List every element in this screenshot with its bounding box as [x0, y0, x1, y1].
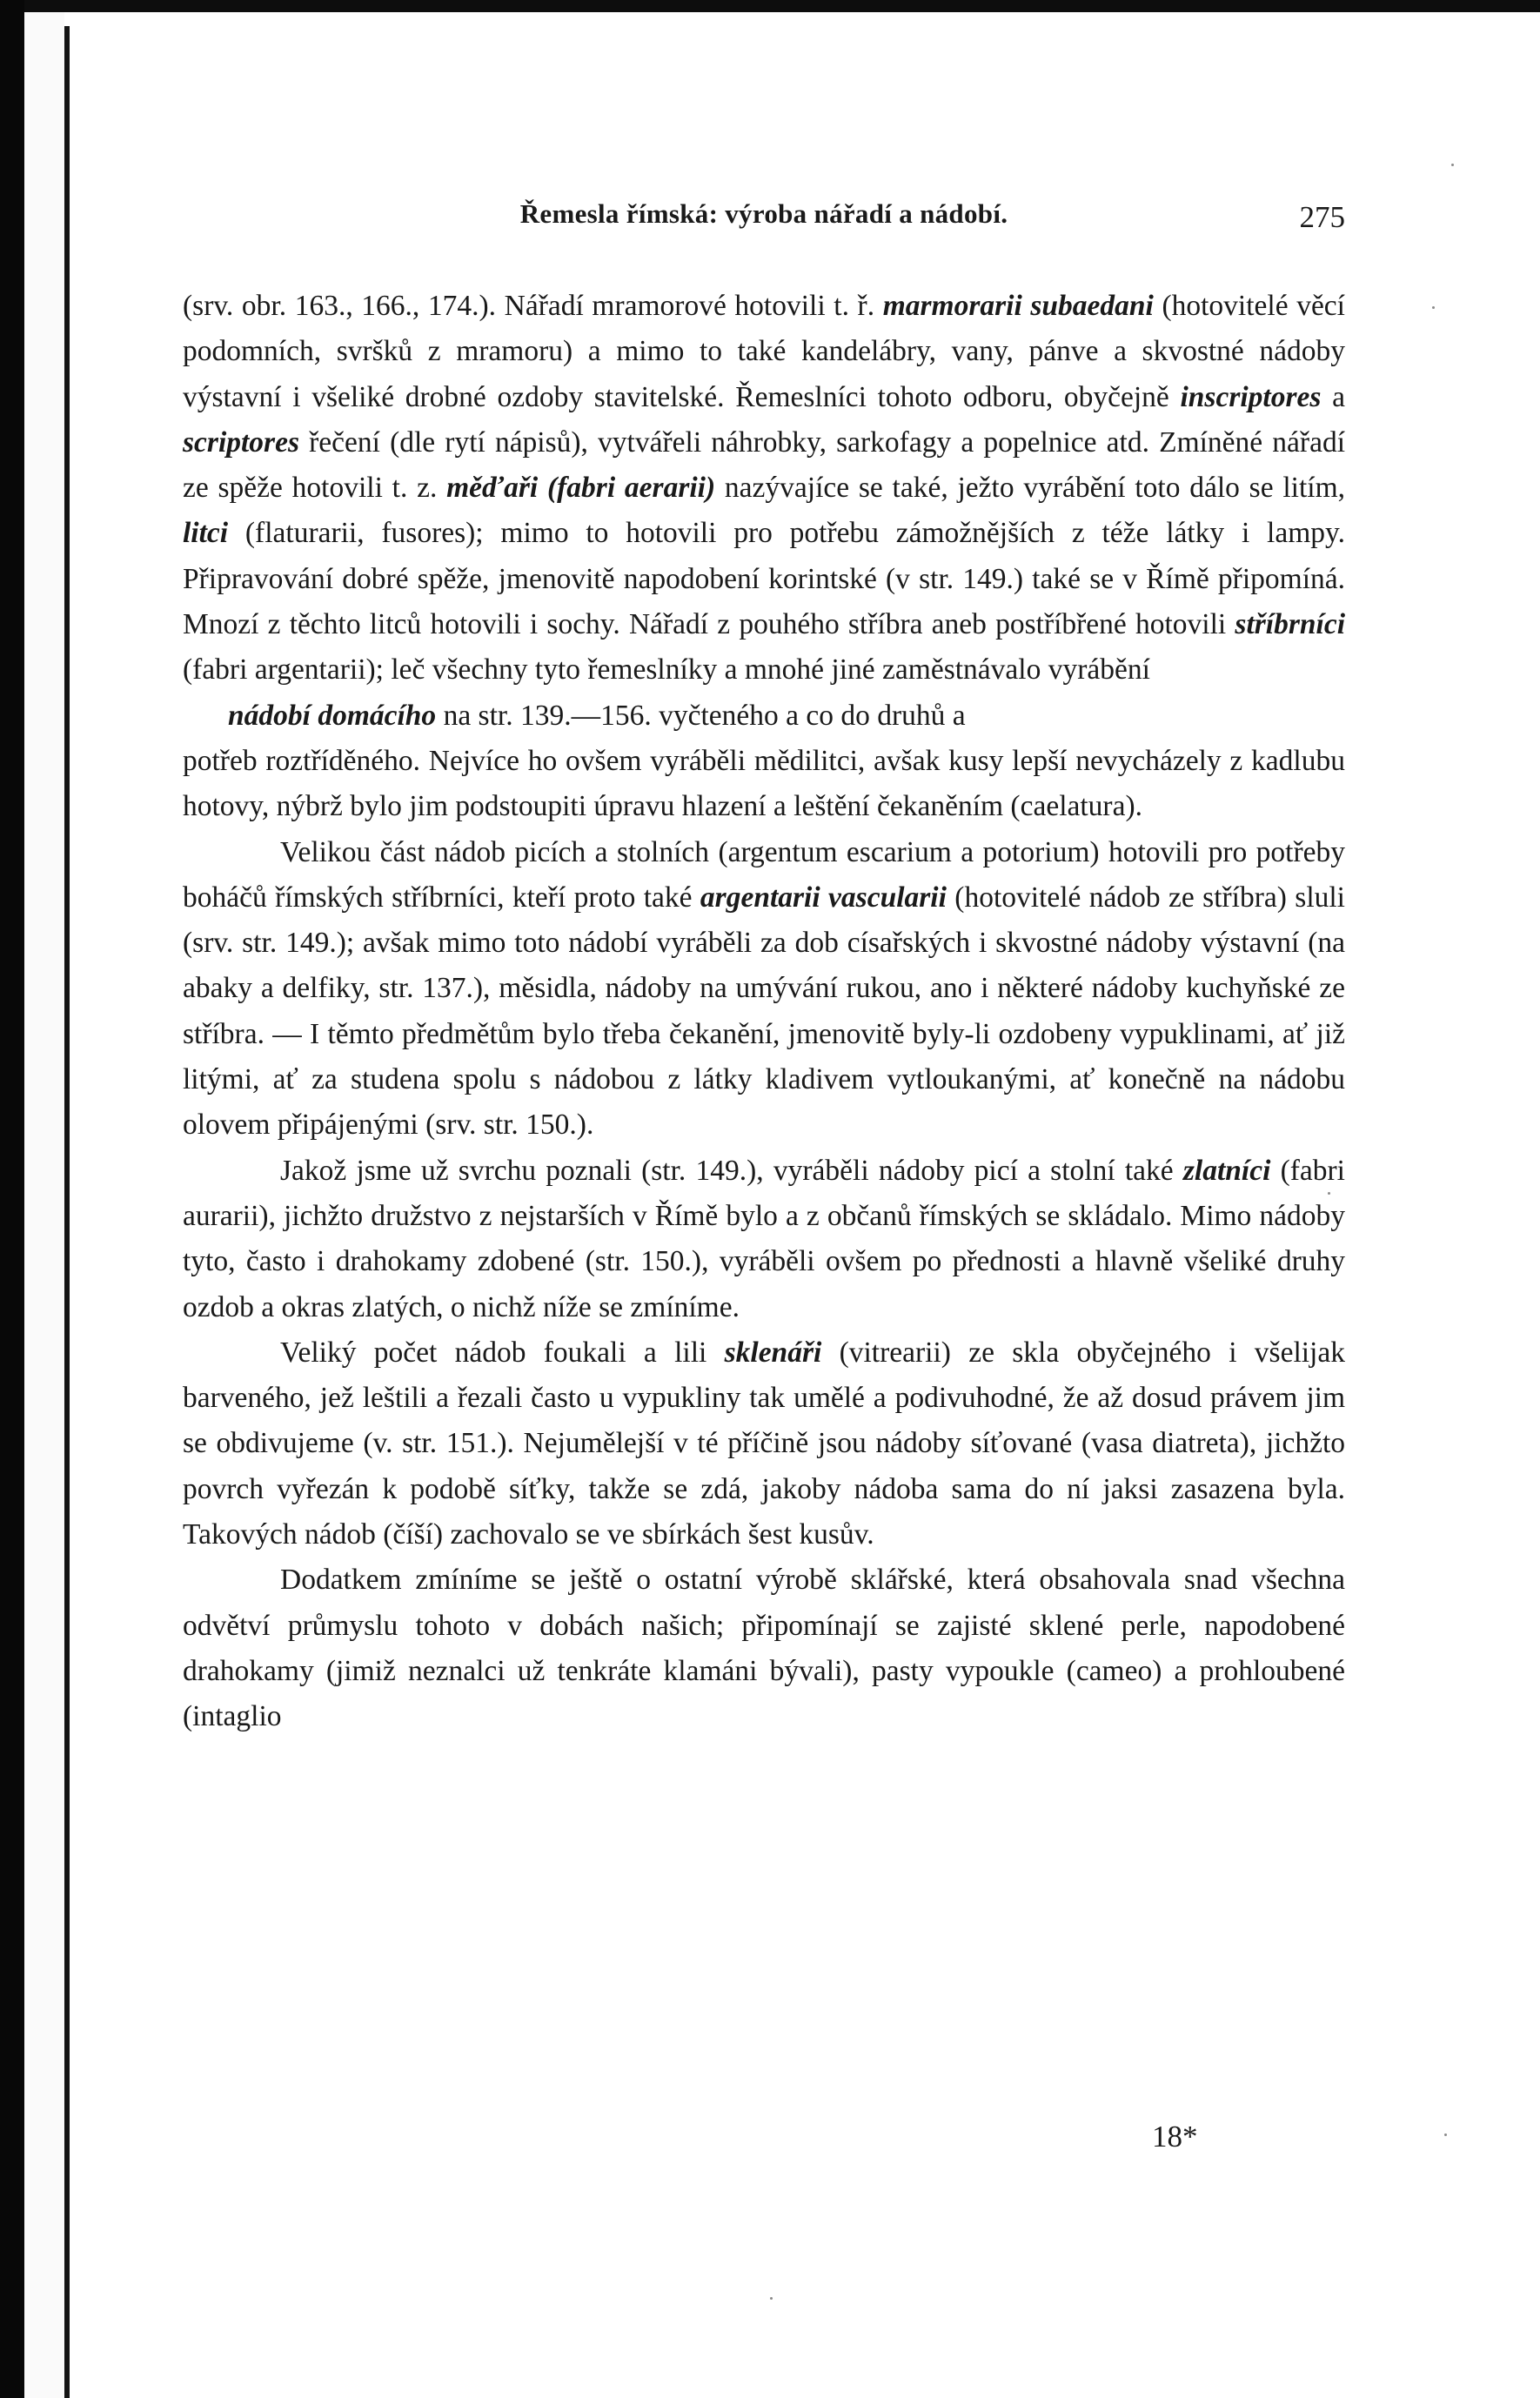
emphasized-term: zlatníci [1182, 1154, 1271, 1187]
gutter-margin [24, 12, 64, 2398]
paragraph [183, 693, 1345, 739]
scan-speck [1432, 306, 1435, 309]
scan-speck [770, 2297, 773, 2300]
emphasized-term: sklenáři [724, 1336, 822, 1369]
scan-speck [1328, 1192, 1330, 1195]
text-run: (hotovitelé nádob ze stříbra) sluli (srv. str. 149.); avšak mimo toto nádobí vyráběli za dob císařských i skvostné nádoby výstavní (na abaky a delfiky, str. 137.), měsidla, nádoby na umývání rukou, ano i některé nádoby kuchyňské ze stříbra. — I těmto předmětům bylo třeba čekanění, jmenovitě byly-li ozdobeny vypuklinami, ať již litými, ať za studena spolu s nádobou z látky kladivem vytloukanými, ať konečně na nádobu olovem připájenými (srv. str. 150.). [183, 881, 1345, 1142]
emphasized-term: marmorarii subaedani [882, 290, 1154, 322]
paragraph [183, 739, 1345, 830]
body-text [183, 284, 1345, 1740]
running-head: Řemesla římská: výroba nářadí a nádobí. [519, 198, 1008, 229]
paragraph [183, 1330, 1345, 1557]
text-run: Dodatkem zmíníme se ještě o ostatní výrobě sklářské, která obsahovala snad všechna odvětví průmyslu tohoto v dobách našich; připomínají se zajisté sklené perle, napodobené drahokamy (jimiž neznalci už tenkráte klamáni bývali), pasty vypoukle (cameo) a prohloubené (intaglio [183, 1564, 1345, 1733]
paragraph [183, 1149, 1345, 1330]
signature-mark: 18* [1152, 2120, 1198, 2154]
emphasized-term: stříbrníci [1235, 608, 1345, 641]
text-run: na str. 139.—156. vyčteného a co do druhů a [436, 699, 966, 732]
text-run: (vitrearii) ze skla obyčejného i všelijak barveného, jež leštili a řezali často u vypukliny tak umělé a podivuhodné, že až dosud právem jim se obdivujeme (v. str. 151.). Nejumělejší v té příčině jsou nádoby síťované (vasa diatreta), jichžto povrch vyřezán k podobě síťky, takže se zdá, jakoby nádoba sama do ní jaksi zasazena byla. Takových nádob (číší) zachovalo se ve sbírkách šest kusův. [183, 1336, 1345, 1551]
emphasized-term: inscriptores [1180, 380, 1322, 413]
text-run: a [1321, 380, 1345, 413]
page-number: 275 [1299, 200, 1345, 234]
text-run: nazývajíce se také, ježto vyrábění toto dálo se litím, [715, 472, 1345, 505]
emphasized-term: nádobí domácího [228, 699, 437, 732]
paragraph [183, 284, 1345, 693]
emphasized-term: scriptores [183, 425, 299, 459]
paragraph [183, 1557, 1345, 1739]
text-run: řečení (dle rytí nápisů), vytvářeli náhrobky, sarkofagy a popelnice atd. Zmíněné nářadí ze spěže hotovili t. z. [183, 425, 1345, 505]
scan-top-edge [0, 0, 1540, 12]
text-run: (fabri argentarii); leč všechny tyto řemeslníky a mnohé jiné zaměstnávalo vyrábění [183, 653, 1150, 687]
paragraph [183, 830, 1345, 1149]
emphasized-term: litci [183, 517, 229, 550]
text-run: potřeb roztříděného. Nejvíce ho ovšem vyráběli mědilitci, avšak kusy lepší nevycházely z kadlubu hotovy, nýbrž bylo jim podstoupiti úpravu hlazení a leštění čekaněním (caelatura). [183, 744, 1345, 823]
scan-speck [1451, 164, 1454, 166]
scan-speck [1444, 2133, 1447, 2136]
text-run: (hotovitelé věcí podomních, svršků z mramoru) a mimo to také kandelábry, vany, pánve a skvostné nádoby výstavní i všeliké drobné ozdoby stavitelské. Řemeslníci tohoto odboru, obyčejně [183, 290, 1345, 413]
book-spine-shadow [0, 0, 24, 2398]
emphasized-term: měďaři (fabri aerarii) [446, 472, 716, 505]
text-run: Velikou část nádob picích a stolních (argentum escarium a potorium) hotovili pro potřeby boháčů římských stříbrníci, kteří proto také [183, 835, 1345, 914]
text-run: Veliký počet nádob foukali a lili [280, 1336, 725, 1369]
text-run: Jakož jsme už svrchu poznali (str. 149.), vyráběli nádoby picí a stolní také [280, 1154, 1183, 1187]
text-run: (fabri aurarii), jichžto družstvo z nejstarších v Římě bylo a z občanů římských se skládalo. Mimo nádoby tyto, často i drahokamy zdobené (str. 150.), vyráběli ovšem po přednosti a hlavně všeliké druhy ozdob a okras zlatých, o nichž níže se zmíníme. [183, 1154, 1345, 1323]
page-header [183, 198, 1345, 242]
text-run: (srv. obr. 163., 166., 174.). Nářadí mramorové hotovili t. ř. [183, 290, 883, 322]
text-run: (flaturarii, fusores); mimo to hotovili pro potřebu zámožnějších z téže látky i lampy. Připravování dobré spěže, jmenovitě napodobení korintské (v str. 149.) také se v Římě připomíná. Mnozí z těchto litců hotovili i sochy. Nářadí z pouhého stříbra aneb postříbřené hotovili [183, 517, 1345, 641]
emphasized-term: argentarii vascularii [700, 881, 947, 914]
gutter-line [64, 26, 70, 2398]
